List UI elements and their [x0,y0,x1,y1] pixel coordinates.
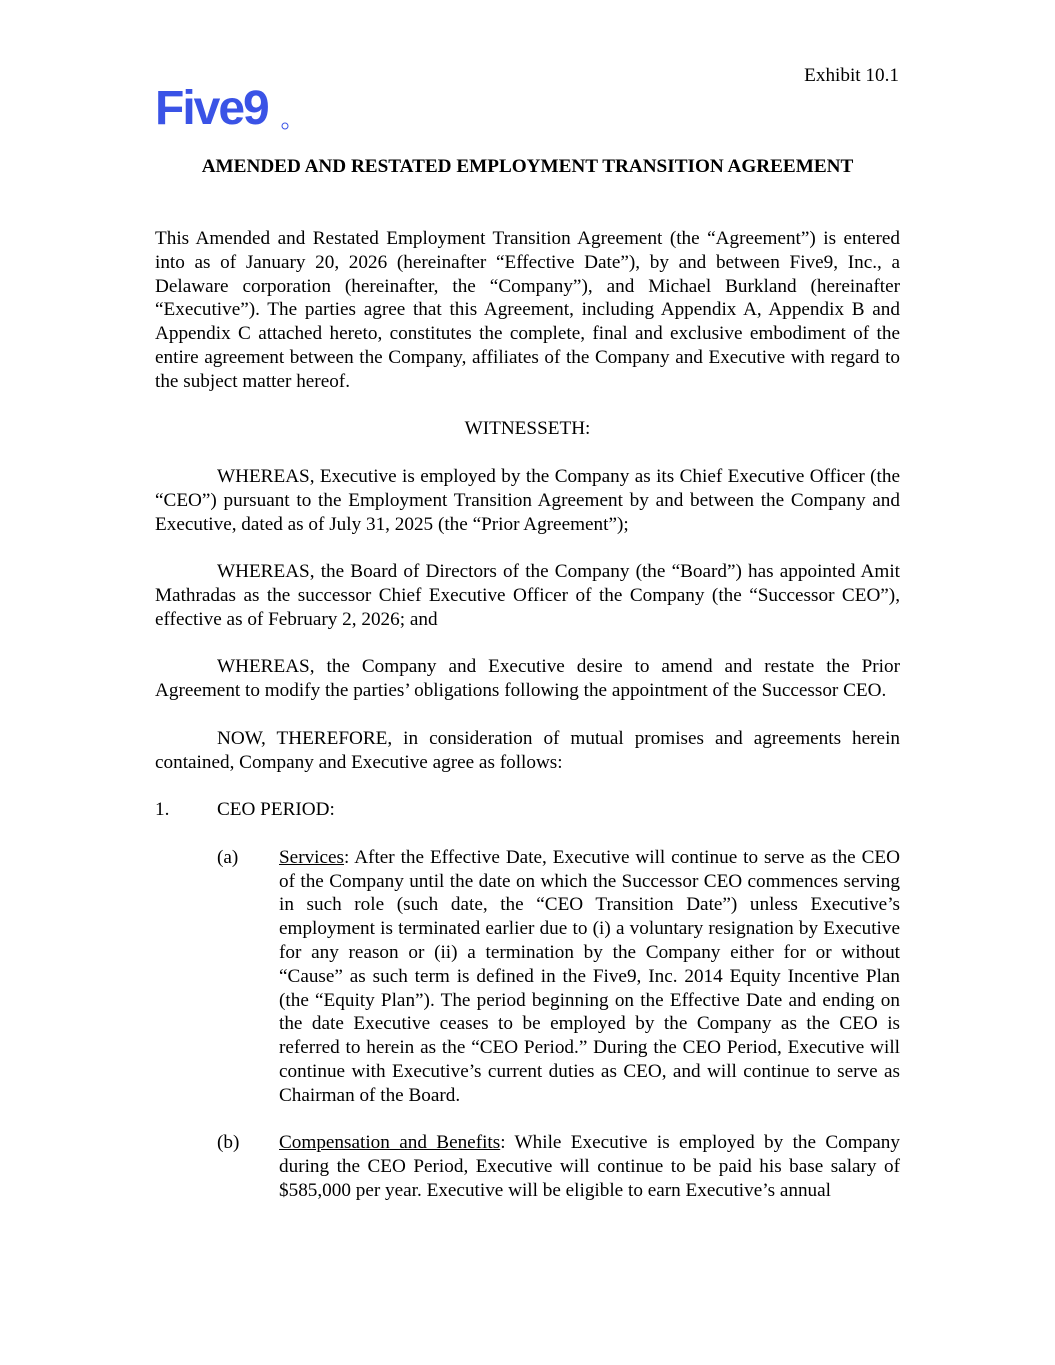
whereas-paragraph-2: WHEREAS, the Board of Directors of the Company (the “Board”) has appointed Amit Mathradas as the successor Chief Executive Officer of the Company (the “Successor CEO”), effective as of February 2, 2026; and [155,561,900,630]
document-body [155,227,900,1203]
item-title: Services [279,846,345,868]
section-1-heading [155,798,900,822]
svg-text:Five9: Five9 [155,84,268,132]
section-number: 1. [155,799,170,821]
item-body: : After the Effective Date, Executive will continue to serve as the CEO of the Company until the date on which the Successor CEO commences serving in such role (such date, the “CEO Transition Date”) unless Executive’s employment is terminated earlier due to (i) a voluntary resignation by Executive for any reason or (ii) a termination by the Company either for or without “Cause” as such term is defined in the Five9, Inc. 2014 Equity Incentive Plan (the “Equity Plan”). The period beginning on the Effective Date and ending on the date Executive ceases to be employed by the Company as the CEO is referred to herein as the “CEO Period.” During the CEO Period, Executive will continue with Executive’s current duties as CEO, and will continue to serve as Chairman of the Board. [279,846,900,1106]
exhibit-label: Exhibit 10.1 [804,65,899,86]
section-item-a [155,846,900,1108]
item-label: (a) [217,846,239,868]
document-title: AMENDED AND RESTATED EMPLOYMENT TRANSITION AGREEMENT [201,156,854,177]
whereas-paragraph-3: WHEREAS, the Company and Executive desire to amend and restate the Prior Agreement to modify the parties’ obligations following the appointment of the Successor CEO. [155,656,900,702]
item-text [279,846,900,1108]
section-item-b [155,1131,900,1202]
item-title: Compensation and Benefits [279,1132,501,1154]
intro-paragraph: This Amended and Restated Employment Transition Agreement (the “Agreement”) is entered into as of January 20, 2026 (hereinafter “Effective Date”), by and between Five9, Inc., a Delaware corporation (hereinafter, the “Company”), and Michael Burkland (hereinafter “Executive”). The parties agree that this Agreement, including Appendix A, Appendix B and Appendix C attached hereto, constitutes the complete, final and exclusive embodiment of the entire agreement between the Company, affiliates of the Company and Executive with regard to the subject matter hereof. [155,228,900,392]
whereas-paragraph-1: WHEREAS, Executive is employed by the Company as its Chief Executive Officer (the “CEO”) pursuant to the Employment Transition Agreement by and between the Company and Executive, dated as of July 31, 2025 (the “Prior Agreement”); [155,465,900,535]
item-text [279,1131,900,1202]
now-therefore-paragraph: NOW, THEREFORE, in consideration of mutual promises and agreements herein contained, Company and Executive agree as follows: [155,727,900,773]
witnesseth-heading: WITNESSETH: [464,418,591,440]
five9-logo [155,84,295,132]
section-title: CEO PERIOD: [217,799,335,821]
item-body: : While Executive is employed by the Company during the CEO Period, Executive will continue to be paid his base salary of $585,000 per year. Executive will be eligible to earn Executive’s annual [279,1132,900,1201]
item-label: (b) [217,1132,240,1154]
